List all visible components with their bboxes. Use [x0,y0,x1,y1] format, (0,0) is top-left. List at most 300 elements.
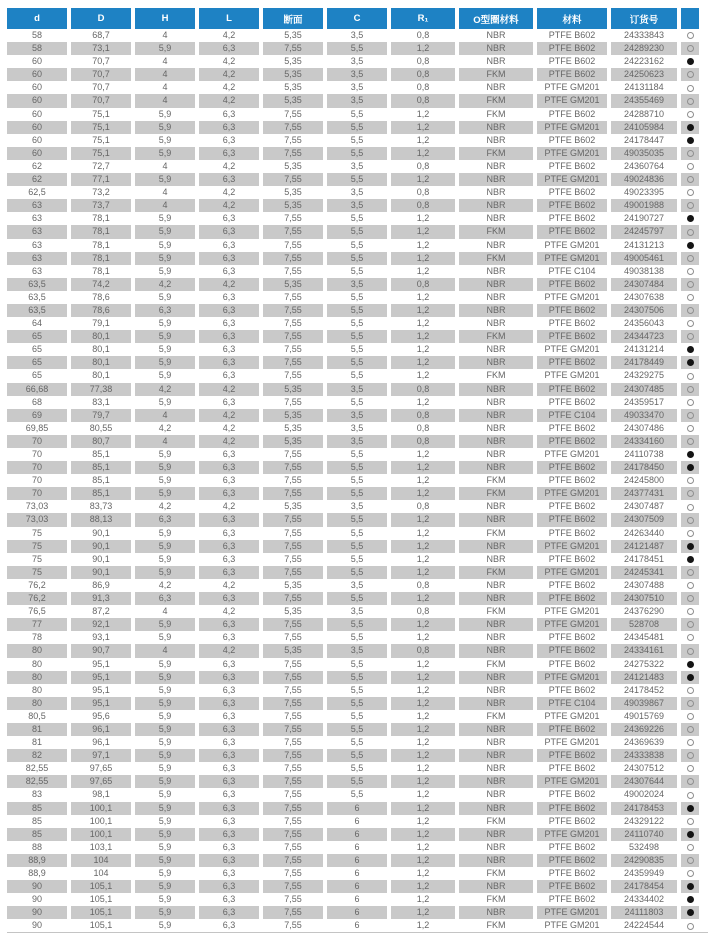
table-row [7,710,699,723]
cell-cross-section: 7,55 [263,867,323,880]
cell-material: PTFE B602 [537,841,607,854]
cell-d: 60 [7,68,67,81]
cell-L: 6,3 [199,448,259,461]
cell-L: 6,3 [199,723,259,736]
cell-R1: 1,2 [391,841,455,854]
cell-C: 5,5 [327,147,387,160]
empty-circle-icon [687,150,694,157]
table-row [7,474,699,487]
cell-L: 6,3 [199,474,259,487]
cell-R1: 1,2 [391,239,455,252]
cell-cross-section: 5,35 [263,29,323,42]
cell-oring-material: NBR [459,723,533,736]
cell-R1: 1,2 [391,815,455,828]
cell-material: PTFE B602 [537,304,607,317]
cell-D: 105,1 [71,893,131,906]
empty-circle-icon [687,634,694,641]
cell-H: 6,3 [135,592,195,605]
table-row [7,29,699,42]
empty-circle-icon [687,333,694,340]
cell-C: 5,5 [327,42,387,55]
cell-oring-material: NBR [459,199,533,212]
cell-C: 5,5 [327,553,387,566]
cell-D: 74,2 [71,278,131,291]
empty-circle-icon [687,373,694,380]
cell-R1: 0,8 [391,383,455,396]
table-row [7,671,699,684]
cell-oring-material: NBR [459,239,533,252]
empty-circle-icon [687,399,694,406]
cell-cross-section: 5,35 [263,644,323,657]
cell-L: 6,3 [199,291,259,304]
cell-cross-section: 7,55 [263,265,323,278]
cell-order-no: 24307512 [611,762,677,775]
table-header [7,8,699,29]
cell-C: 3,5 [327,579,387,592]
cell-availability [681,147,699,160]
cell-oring-material: NBR [459,513,533,526]
cell-d: 90 [7,919,67,932]
empty-circle-icon [687,490,694,497]
cell-H: 5,9 [135,121,195,134]
cell-R1: 1,2 [391,317,455,330]
cell-oring-material: NBR [459,160,533,173]
empty-circle-icon [687,229,694,236]
cell-H: 4 [135,409,195,422]
cell-cross-section: 5,35 [263,160,323,173]
cell-D: 78,6 [71,304,131,317]
cell-D: 68,7 [71,29,131,42]
cell-order-no: 49005461 [611,252,677,265]
table-row [7,343,699,356]
cell-order-no: 24178452 [611,684,677,697]
cell-oring-material: NBR [459,304,533,317]
table-row [7,356,699,369]
cell-R1: 0,8 [391,29,455,42]
empty-circle-icon [687,45,694,52]
seal-spec-table [3,8,703,932]
table-row [7,42,699,55]
cell-D: 73,7 [71,199,131,212]
cell-L: 6,3 [199,553,259,566]
cell-availability [681,291,699,304]
cell-availability [681,906,699,919]
cell-L: 6,3 [199,225,259,238]
cell-C: 6 [327,841,387,854]
cell-d: 88,9 [7,867,67,880]
cell-cross-section: 7,55 [263,239,323,252]
cell-D: 85,1 [71,448,131,461]
cell-C: 5,5 [327,369,387,382]
cell-order-no: 49038138 [611,265,677,278]
cell-d: 70 [7,461,67,474]
cell-availability [681,448,699,461]
cell-L: 6,3 [199,461,259,474]
empty-circle-icon [687,163,694,170]
cell-H: 4,2 [135,278,195,291]
cell-H: 5,9 [135,369,195,382]
cell-d: 80 [7,697,67,710]
cell-oring-material: NBR [459,265,533,278]
cell-oring-material: FKM [459,474,533,487]
cell-D: 79,1 [71,317,131,330]
cell-cross-section: 7,55 [263,906,323,919]
cell-R1: 1,2 [391,618,455,631]
cell-D: 78,1 [71,225,131,238]
cell-R1: 1,2 [391,906,455,919]
cell-L: 6,3 [199,252,259,265]
column-header-H: H [135,8,195,29]
cell-d: 63 [7,225,67,238]
cell-oring-material: NBR [459,540,533,553]
cell-order-no: 24105984 [611,121,677,134]
cell-oring-material: FKM [459,867,533,880]
cell-material: PTFE B602 [537,500,607,513]
filled-circle-icon [687,215,694,222]
cell-material: PTFE B602 [537,42,607,55]
empty-circle-icon [687,857,694,864]
cell-D: 80,1 [71,343,131,356]
cell-material: PTFE B602 [537,278,607,291]
cell-D: 83,1 [71,396,131,409]
cell-H: 5,9 [135,108,195,121]
table-row [7,500,699,513]
cell-H: 5,9 [135,775,195,788]
cell-oring-material: NBR [459,343,533,356]
cell-L: 6,3 [199,487,259,500]
table-row [7,527,699,540]
cell-material: PTFE B602 [537,762,607,775]
cell-C: 5,5 [327,658,387,671]
cell-D: 100,1 [71,828,131,841]
cell-R1: 0,8 [391,278,455,291]
cell-R1: 1,2 [391,448,455,461]
cell-oring-material: NBR [459,448,533,461]
cell-cross-section: 7,55 [263,618,323,631]
cell-cross-section: 7,55 [263,540,323,553]
empty-circle-icon [687,202,694,209]
cell-C: 5,5 [327,540,387,553]
cell-order-no: 24307484 [611,278,677,291]
empty-circle-icon [687,923,694,930]
table-row [7,788,699,801]
cell-D: 75,1 [71,147,131,160]
cell-C: 3,5 [327,94,387,107]
empty-circle-icon [687,176,694,183]
table-row [7,644,699,657]
cell-d: 68 [7,396,67,409]
cell-cross-section: 7,55 [263,147,323,160]
cell-order-no: 24307509 [611,513,677,526]
cell-H: 4 [135,605,195,618]
cell-order-no: 24110740 [611,828,677,841]
empty-circle-icon [687,477,694,484]
filled-circle-icon [687,464,694,471]
cell-cross-section: 7,55 [263,343,323,356]
cell-D: 95,1 [71,671,131,684]
cell-D: 78,6 [71,291,131,304]
cell-R1: 1,2 [391,540,455,553]
cell-material: PTFE GM201 [537,291,607,304]
cell-H: 5,9 [135,239,195,252]
cell-d: 85 [7,828,67,841]
cell-availability [681,802,699,815]
cell-L: 6,3 [199,540,259,553]
cell-material: PTFE GM201 [537,487,607,500]
table-row [7,631,699,644]
cell-R1: 1,2 [391,775,455,788]
cell-R1: 0,8 [391,81,455,94]
cell-R1: 0,8 [391,199,455,212]
cell-D: 85,1 [71,474,131,487]
cell-oring-material: NBR [459,775,533,788]
cell-C: 5,5 [327,461,387,474]
cell-oring-material: NBR [459,42,533,55]
filled-circle-icon [687,896,694,903]
cell-L: 6,3 [199,317,259,330]
cell-R1: 1,2 [391,736,455,749]
cell-cross-section: 5,35 [263,579,323,592]
cell-cross-section: 7,55 [263,828,323,841]
cell-H: 5,9 [135,658,195,671]
cell-L: 4,2 [199,29,259,42]
column-header-availability [681,8,699,29]
column-header-cross-section: 断面 [263,8,323,29]
cell-L: 4,2 [199,500,259,513]
cell-L: 6,3 [199,239,259,252]
cell-C: 5,5 [327,697,387,710]
cell-H: 5,9 [135,815,195,828]
cell-oring-material: NBR [459,762,533,775]
cell-d: 75 [7,540,67,553]
cell-H: 5,9 [135,880,195,893]
cell-R1: 1,2 [391,513,455,526]
cell-C: 5,5 [327,566,387,579]
table-row [7,513,699,526]
cell-C: 3,5 [327,383,387,396]
table-row [7,592,699,605]
cell-oring-material: FKM [459,487,533,500]
cell-d: 63 [7,252,67,265]
cell-d: 83 [7,788,67,801]
cell-cross-section: 7,55 [263,775,323,788]
cell-d: 62 [7,173,67,186]
table-row [7,186,699,199]
empty-circle-icon [687,621,694,628]
table-row [7,396,699,409]
cell-material: PTFE B602 [537,788,607,801]
cell-availability [681,396,699,409]
cell-L: 6,3 [199,173,259,186]
cell-L: 4,2 [199,579,259,592]
cell-H: 5,9 [135,343,195,356]
cell-d: 80,5 [7,710,67,723]
cell-C: 5,5 [327,330,387,343]
cell-order-no: 24307485 [611,383,677,396]
cell-availability [681,343,699,356]
cell-R1: 1,2 [391,252,455,265]
cell-H: 4 [135,81,195,94]
table-row [7,618,699,631]
cell-cross-section: 7,55 [263,697,323,710]
cell-oring-material: FKM [459,893,533,906]
cell-material: PTFE B602 [537,631,607,644]
cell-oring-material: NBR [459,553,533,566]
cell-d: 60 [7,108,67,121]
cell-order-no: 24333838 [611,749,677,762]
cell-d: 66,68 [7,383,67,396]
cell-oring-material: NBR [459,317,533,330]
cell-d: 60 [7,134,67,147]
filled-circle-icon [687,242,694,249]
cell-H: 5,9 [135,867,195,880]
cell-availability [681,919,699,932]
cell-H: 4 [135,186,195,199]
cell-order-no: 24131214 [611,343,677,356]
cell-L: 6,3 [199,42,259,55]
cell-R1: 1,2 [391,684,455,697]
cell-material: PTFE GM201 [537,919,607,932]
empty-circle-icon [687,648,694,655]
cell-cross-section: 7,55 [263,448,323,461]
cell-L: 4,2 [199,94,259,107]
table-row [7,579,699,592]
cell-material: PTFE B602 [537,815,607,828]
cell-D: 73,2 [71,186,131,199]
cell-order-no: 24307510 [611,592,677,605]
cell-cross-section: 7,55 [263,553,323,566]
cell-H: 5,9 [135,736,195,749]
cell-cross-section: 5,35 [263,422,323,435]
cell-availability [681,671,699,684]
empty-circle-icon [687,726,694,733]
cell-material: PTFE GM201 [537,173,607,186]
filled-circle-icon [687,556,694,563]
cell-cross-section: 7,55 [263,396,323,409]
cell-material: PTFE B602 [537,893,607,906]
cell-availability [681,94,699,107]
cell-material: PTFE B602 [537,749,607,762]
cell-cross-section: 5,35 [263,186,323,199]
empty-circle-icon [687,713,694,720]
cell-material: PTFE GM201 [537,540,607,553]
cell-availability [681,762,699,775]
cell-availability [681,684,699,697]
cell-availability [681,330,699,343]
cell-oring-material: NBR [459,356,533,369]
cell-material: PTFE B602 [537,330,607,343]
column-header-C: C [327,8,387,29]
cell-L: 6,3 [199,802,259,815]
cell-D: 95,1 [71,658,131,671]
cell-C: 3,5 [327,186,387,199]
cell-availability [681,540,699,553]
cell-R1: 1,2 [391,854,455,867]
cell-C: 5,5 [327,225,387,238]
cell-oring-material: NBR [459,644,533,657]
cell-D: 70,7 [71,94,131,107]
cell-availability [681,409,699,422]
cell-C: 5,5 [327,239,387,252]
cell-C: 6 [327,906,387,919]
cell-d: 69,85 [7,422,67,435]
cell-L: 6,3 [199,671,259,684]
cell-D: 95,1 [71,684,131,697]
cell-C: 5,5 [327,513,387,526]
cell-oring-material: NBR [459,55,533,68]
cell-d: 65 [7,330,67,343]
cell-cross-section: 7,55 [263,356,323,369]
cell-cross-section: 7,55 [263,225,323,238]
cell-order-no: 24121487 [611,540,677,553]
cell-oring-material: FKM [459,919,533,932]
table-row [7,540,699,553]
cell-availability [681,29,699,42]
cell-d: 60 [7,121,67,134]
cell-R1: 1,2 [391,710,455,723]
cell-D: 100,1 [71,815,131,828]
cell-H: 4 [135,55,195,68]
cell-d: 63,5 [7,291,67,304]
cell-order-no: 24288710 [611,108,677,121]
cell-D: 97,1 [71,749,131,762]
cell-material: PTFE GM201 [537,906,607,919]
cell-oring-material: NBR [459,500,533,513]
cell-R1: 1,2 [391,788,455,801]
table-row [7,239,699,252]
cell-d: 64 [7,317,67,330]
cell-D: 85,1 [71,487,131,500]
cell-L: 6,3 [199,134,259,147]
cell-oring-material: FKM [459,605,533,618]
table-row [7,802,699,815]
cell-d: 81 [7,736,67,749]
table-row [7,684,699,697]
cell-D: 75,1 [71,121,131,134]
cell-oring-material: NBR [459,29,533,42]
cell-availability [681,265,699,278]
cell-order-no: 24223162 [611,55,677,68]
empty-circle-icon [687,412,694,419]
cell-order-no: 49035035 [611,147,677,160]
cell-order-no: 49024836 [611,173,677,186]
cell-oring-material: NBR [459,880,533,893]
cell-d: 63 [7,265,67,278]
cell-material: PTFE B602 [537,199,607,212]
cell-d: 69 [7,409,67,422]
cell-cross-section: 7,55 [263,134,323,147]
table-row [7,291,699,304]
empty-circle-icon [687,504,694,511]
cell-cross-section: 7,55 [263,631,323,644]
cell-C: 5,5 [327,108,387,121]
cell-cross-section: 7,55 [263,671,323,684]
cell-C: 3,5 [327,160,387,173]
empty-circle-icon [687,111,694,118]
filled-circle-icon [687,674,694,681]
cell-D: 91,3 [71,592,131,605]
cell-D: 80,1 [71,356,131,369]
table-row [7,278,699,291]
cell-oring-material: NBR [459,212,533,225]
cell-H: 5,9 [135,252,195,265]
cell-D: 73,1 [71,42,131,55]
cell-oring-material: NBR [459,383,533,396]
cell-oring-material: NBR [459,422,533,435]
cell-R1: 1,2 [391,121,455,134]
cell-material: PTFE B602 [537,225,607,238]
cell-availability [681,55,699,68]
